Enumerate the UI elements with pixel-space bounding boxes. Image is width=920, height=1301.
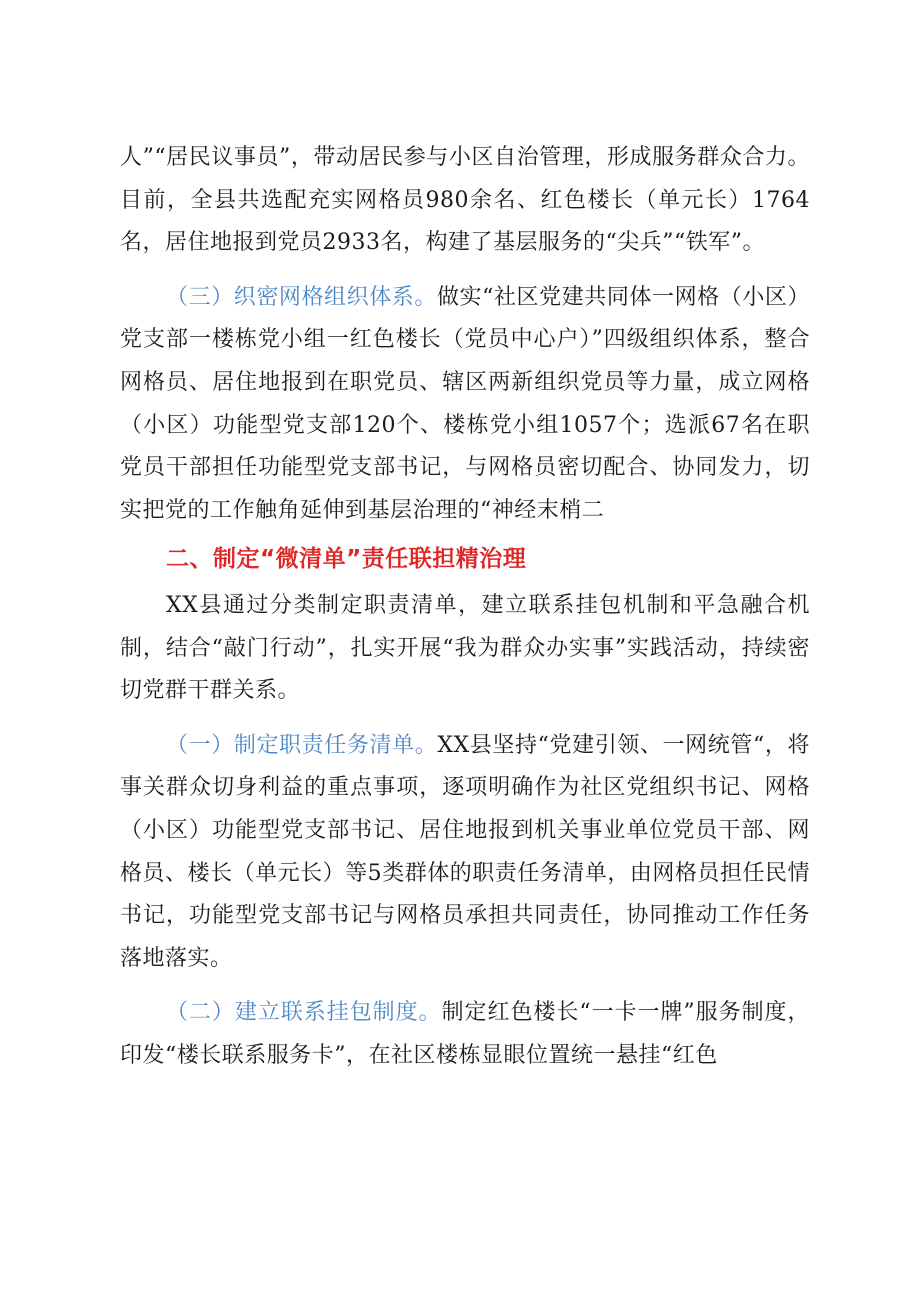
paragraph-continuation bbox=[120, 137, 810, 265]
paragraph-grid-organization bbox=[120, 277, 810, 533]
paragraph-text: 制定红色楼长“一卡一牌”服务制度，印发“楼长联系服务卡”，在社区楼栋显眼位置统一悬挂“红色 bbox=[120, 1000, 810, 1068]
paragraph-text: 人”“居民议事员”，带动居民参与小区自治管理，形成服务群众合力。目前，全县共选配充实网格员980余名、红色楼长（单元长）1764名，居住地报到党员2933名，构建了基层服务的“尖兵”“铁军”。 bbox=[120, 145, 810, 256]
paragraph-contact-system bbox=[120, 992, 810, 1077]
paragraph-section-intro bbox=[120, 585, 810, 713]
document-page bbox=[120, 137, 810, 1077]
section-heading-2: 二、制定“微清单”责任联担精治理 bbox=[166, 546, 527, 573]
subheading-1: （一）制定职责任务清单。 bbox=[166, 732, 438, 758]
paragraph-text: XX县通过分类制定职责清单，建立联系挂包机制和平急融合机制，结合“敲门行动”，扎实开展“我为群众办实事”实践活动，持续密切党群干群关系。 bbox=[120, 592, 810, 704]
paragraph-duty-list bbox=[120, 725, 810, 981]
subheading-3: （三）织密网格组织体系。 bbox=[166, 284, 437, 310]
subheading-2: （二）建立联系挂包制度。 bbox=[166, 1000, 442, 1026]
paragraph-text: XX县坚持“党建引领、一网统管“，将事关群众切身利益的重点事项，逐项明确作为社区党组织书记、网格（小区）功能型党支部书记、居住地报到机关事业单位党员干部、网格员、楼长（单元长）等5类群体的职责任务清单，由网格员担任民情书记，功能型党支部书记与网格员承担共同责任，协同推动工作任务落地落实。 bbox=[120, 732, 810, 971]
paragraph-text: 做实“社区党建共同体一网格（小区）党支部一楼栋党小组一红色楼长（党员中心户）”四级组织体系，整合网格员、居住地报到在职党员、辖区两新组织党员等力量，成立网格（小区）功能型党支部120个、楼栋党小组1057个；选派67名在职党员干部担任功能型党支部书记，与网格员密切配合、协同发力，切实把党的工作触角延伸到基层治理的“神经末梢二 bbox=[120, 284, 810, 523]
